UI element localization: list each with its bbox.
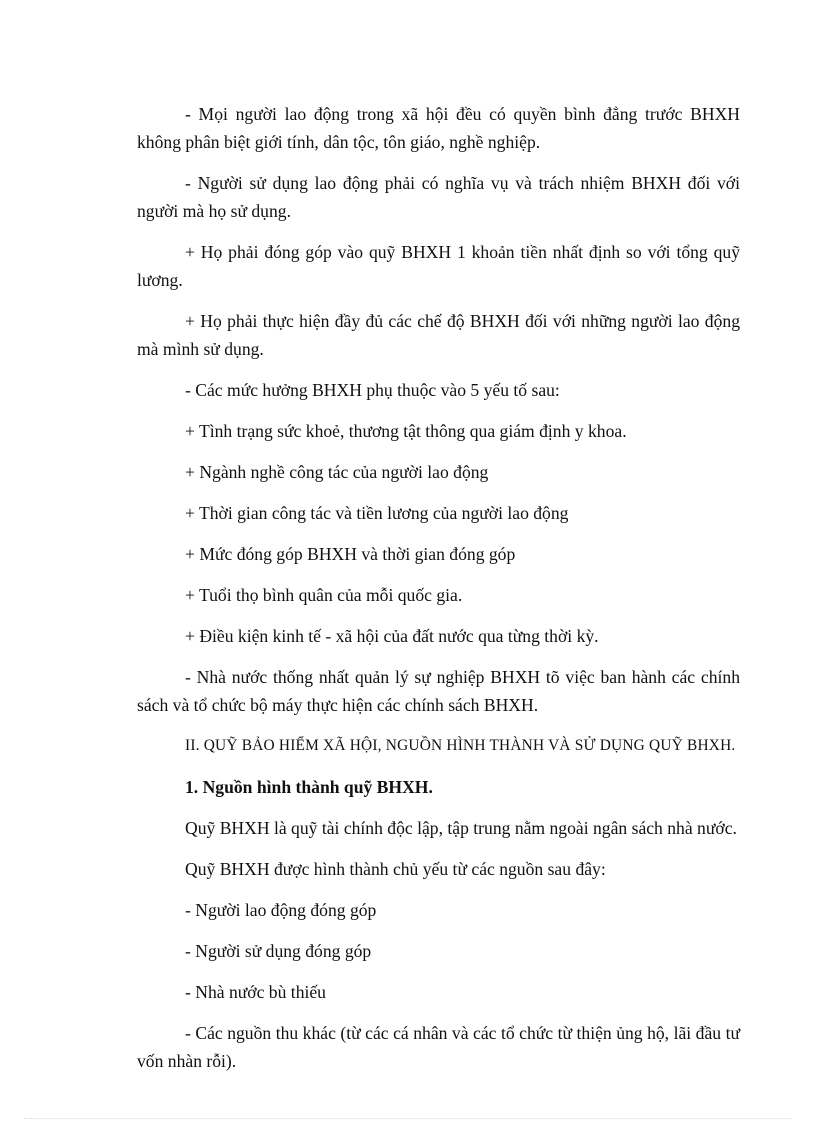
paragraph-equal-rights: - Mọi người lao động trong xã hội đều có quyền bình đẳng trước BHXH không phân biệt giới tính, dân tộc, tôn giáo, nghề nghiệp.	[137, 104, 740, 152]
paragraph-employer-obligation: - Người sử dụng lao động phải có nghĩa vụ và trách nhiệm BHXH đối với người mà họ sử dụng.	[137, 173, 740, 221]
list-item-contribution-level: + Mức đóng góp BHXH và thời gian đóng góp	[185, 544, 516, 564]
page-border-line	[24, 1118, 792, 1119]
paragraph-benefit-factors: - Các mức hưởng BHXH phụ thuộc vào 5 yếu tố sau:	[185, 380, 560, 400]
list-item-state-subsidy: - Nhà nước bù thiếu	[185, 982, 326, 1002]
paragraph-contribution: + Họ phải đóng góp vào quỹ BHXH 1 khoản tiền nhất định so với tổng quỹ lương.	[137, 242, 740, 290]
paragraph-fund-definition: Quỹ BHXH là quỹ tài chính độc lập, tập trung nằm ngoài ngân sách nhà nước.	[185, 818, 737, 838]
section-heading: II. QUỸ BẢO HIỂM XÃ HỘI, NGUỒN HÌNH THÀNH VÀ SỬ DỤNG QUỸ BHXH.	[185, 737, 736, 754]
list-item-life-expectancy: + Tuổi thọ bình quân của mỗi quốc gia.	[185, 585, 463, 605]
list-item-service-time: + Thời gian công tác và tiền lương của người lao động	[185, 503, 569, 523]
paragraph-fund-sources: Quỹ BHXH được hình thành chủ yếu từ các nguồn sau đây:	[185, 859, 606, 879]
paragraph-state-management: - Nhà nước thống nhất quản lý sự nghiệp BHXH tõ việc ban hành các chính sách và tổ chức bộ máy thực hiện các chính sách BHXH.	[137, 667, 740, 715]
document-page	[137, 100, 740, 1088]
list-item-occupation: + Ngành nghề công tác của người lao động	[185, 462, 489, 482]
list-item-other-sources: - Các nguồn thu khác (từ các cá nhân và các tổ chức từ thiện ủng hộ, lãi đầu tư vốn nhàn rỗi).	[137, 1023, 740, 1071]
paragraph-implementation: + Họ phải thực hiện đầy đủ các chế độ BHXH đối với những người lao động mà mình sử dụng.	[137, 311, 740, 359]
subsection-heading: 1. Nguồn hình thành quỹ BHXH.	[185, 777, 433, 797]
list-item-employer-contribution: - Người sử dụng đóng góp	[185, 941, 372, 961]
list-item-worker-contribution: - Người lao động đóng góp	[185, 900, 377, 920]
list-item-health: + Tình trạng sức khoẻ, thương tật thông qua giám định y khoa.	[185, 421, 627, 441]
list-item-socioeconomic: + Điều kiện kinh tế - xã hội của đất nước qua từng thời kỳ.	[185, 626, 599, 646]
